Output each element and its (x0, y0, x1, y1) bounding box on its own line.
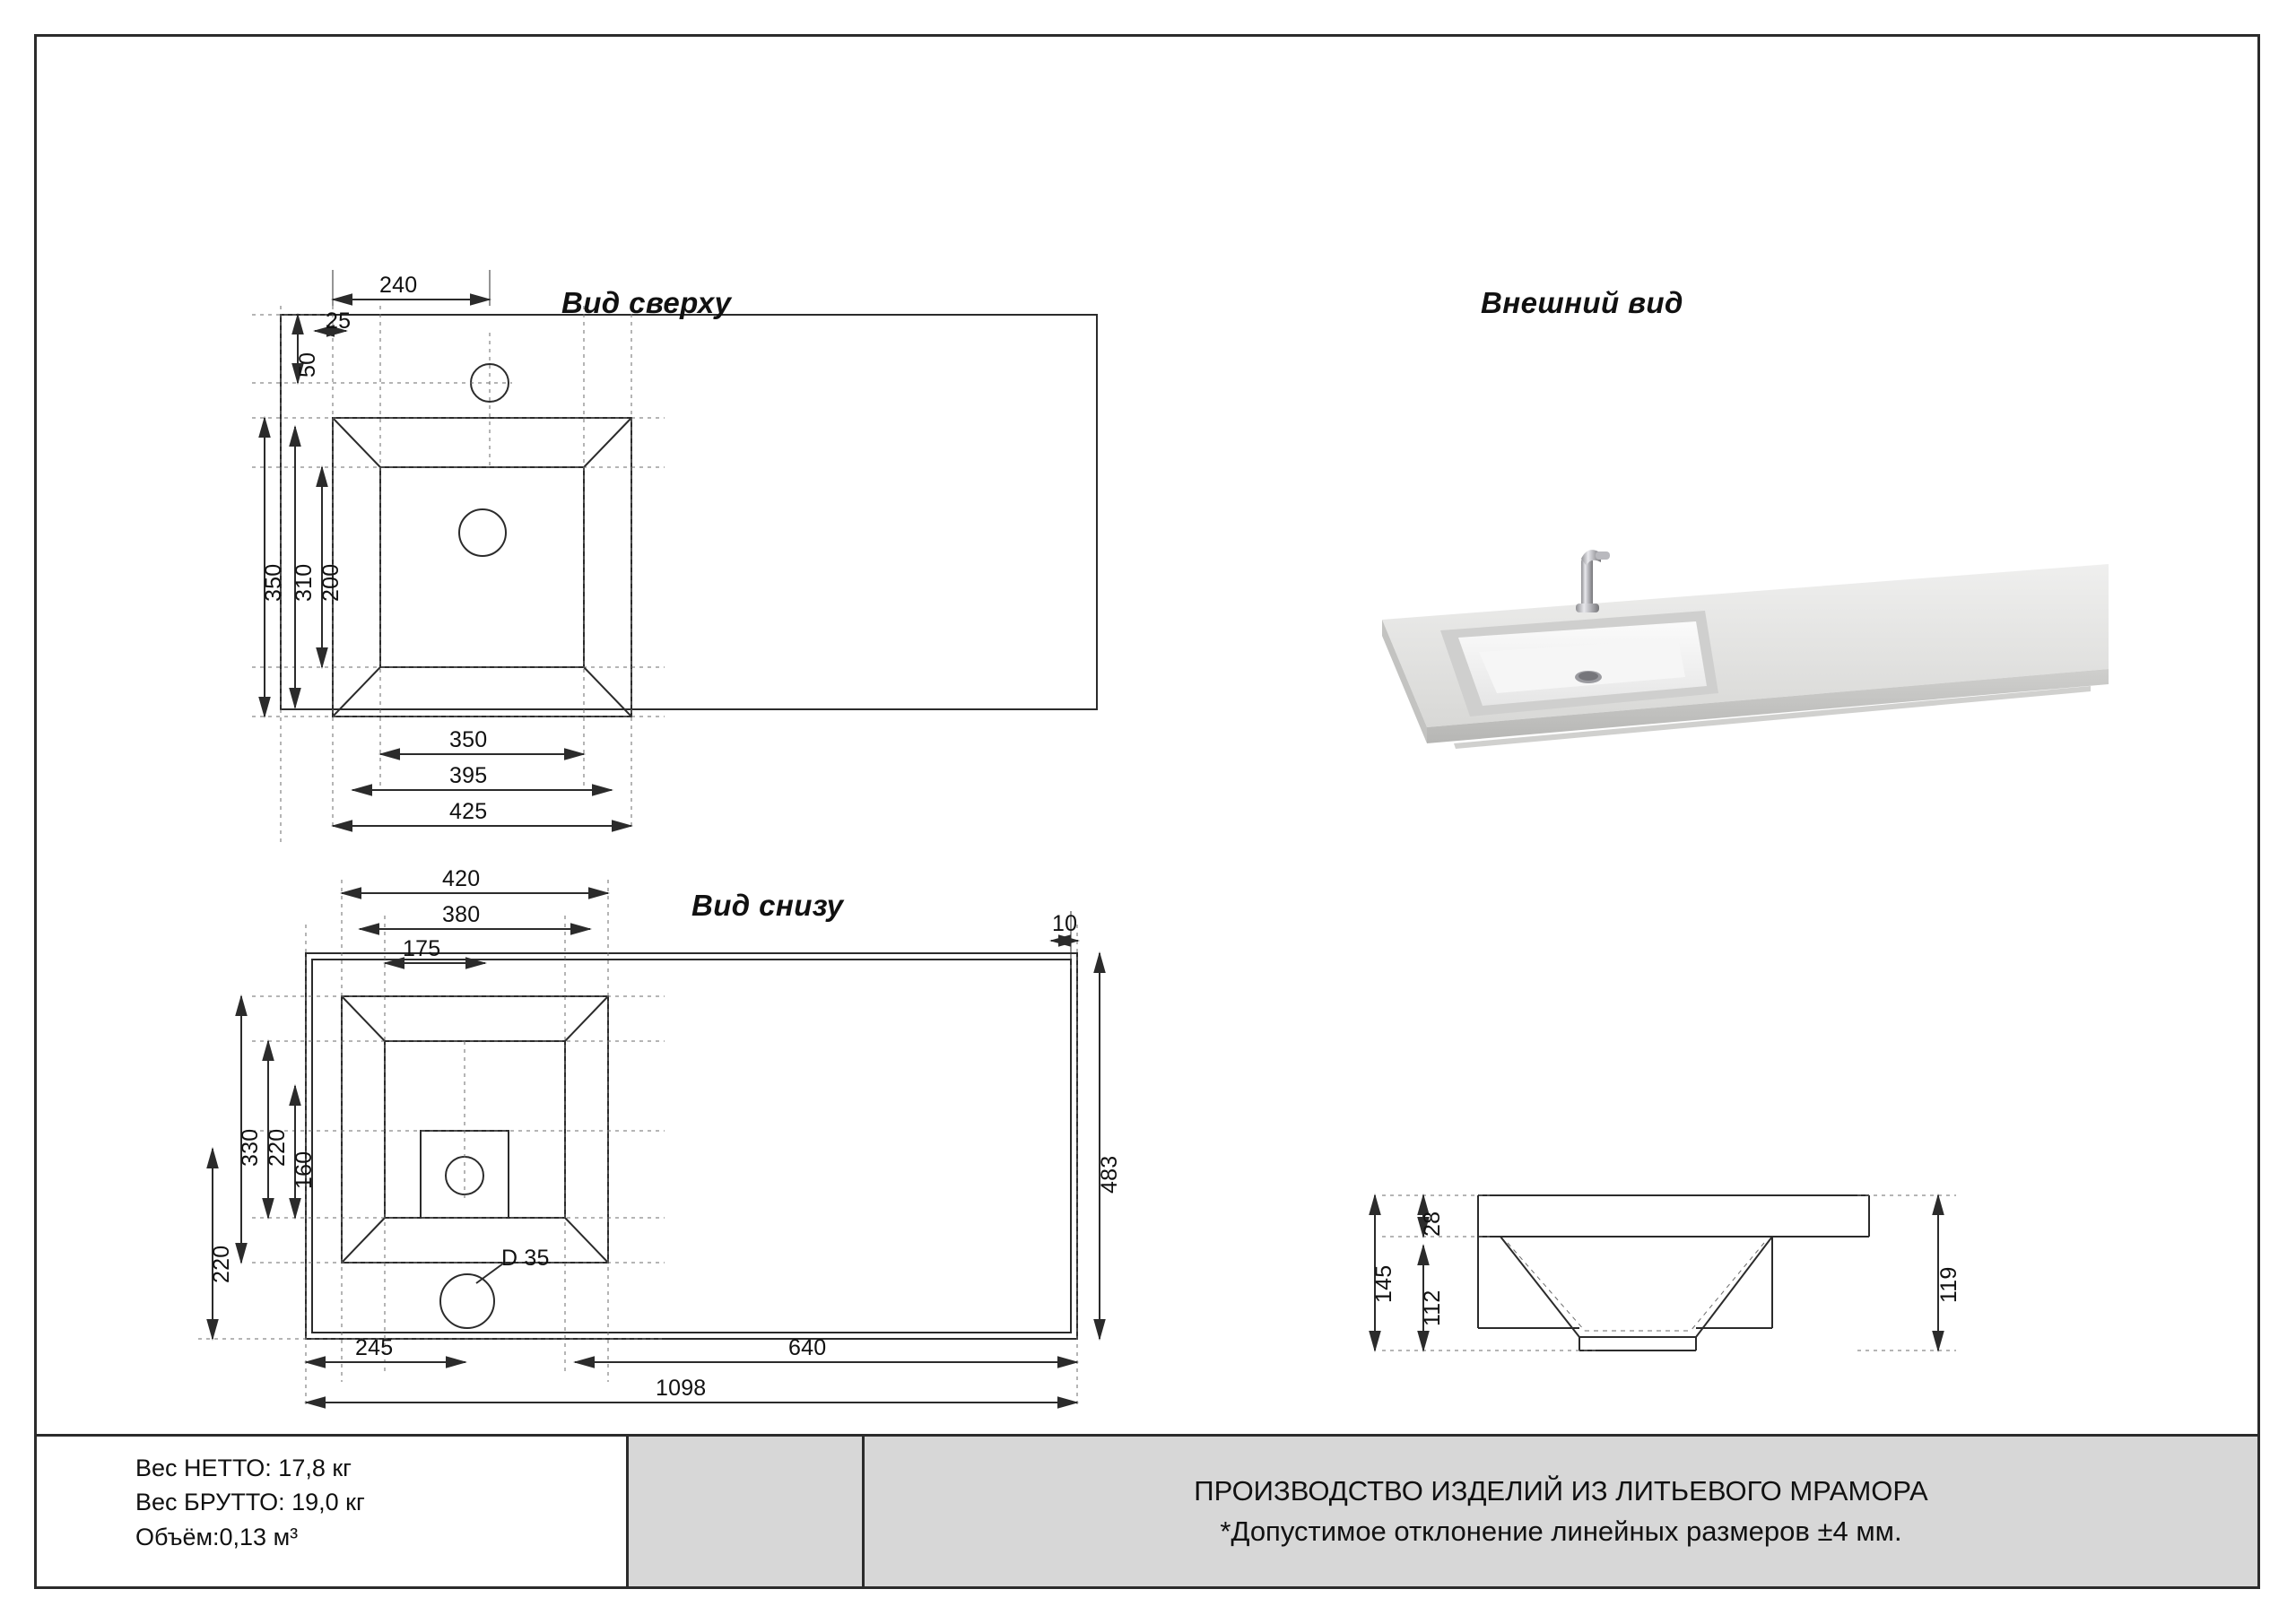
gross-weight: Вес БРУТТО: 19,0 кг (135, 1489, 365, 1516)
dim-bottom-640: 640 (788, 1335, 827, 1360)
dim-section-145: 145 (1371, 1264, 1396, 1303)
weights-block (37, 1437, 629, 1586)
dim-top-395: 395 (449, 763, 488, 788)
dim-top-25: 25 (326, 308, 352, 334)
dim-section-28: 28 (1420, 1211, 1445, 1237)
dim-bottom-220-lower: 220 (209, 1245, 234, 1283)
dim-bottom-330: 330 (238, 1128, 263, 1167)
dim-section-119: 119 (1936, 1266, 1961, 1303)
dim-top-200-v: 200 (318, 563, 344, 602)
external-view-title: Внешний вид (1481, 286, 1683, 319)
dim-top-350-h: 350 (449, 727, 488, 752)
external-view-photo (1319, 485, 2126, 781)
dim-bottom-483: 483 (1097, 1155, 1122, 1194)
logo-cell (629, 1437, 865, 1586)
dim-bottom-hole-d35: D 35 (501, 1246, 550, 1271)
title-block (37, 1434, 2257, 1586)
dim-bottom-10: 10 (1052, 911, 1078, 936)
dim-bottom-380: 380 (442, 902, 481, 927)
tolerance-note: *Допустимое отклонение линейных размеров ±4 мм. (1220, 1515, 1902, 1547)
net-weight: Вес НЕТТО: 17,8 кг (135, 1455, 352, 1481)
dim-bottom-245: 245 (355, 1335, 394, 1360)
drawing-sheet (34, 34, 2260, 1589)
dim-bottom-420: 420 (442, 866, 481, 891)
bottom-view-title: Вид снизу (691, 889, 844, 922)
company-name: ПРОИЗВОДСТВО ИЗДЕЛИЙ ИЗ ЛИТЬЕВОГО МРАМОРА (1194, 1474, 1928, 1507)
top-view-title: Вид сверху (561, 286, 732, 319)
dim-bottom-160: 160 (291, 1151, 317, 1189)
dim-bottom-1098: 1098 (656, 1376, 707, 1401)
company-block (865, 1437, 2257, 1586)
volume: Объём:0,13 м³ (135, 1523, 299, 1550)
dim-top-425: 425 (449, 799, 488, 824)
dim-bottom-175: 175 (403, 936, 441, 961)
dim-top-310-v: 310 (291, 563, 317, 602)
dim-top-350-v: 350 (261, 563, 286, 602)
dim-section-112: 112 (1420, 1290, 1445, 1326)
dim-top-240: 240 (379, 273, 418, 298)
drawing-canvas (37, 37, 2257, 1586)
dim-top-50: 50 (295, 352, 320, 378)
dim-bottom-220-v: 220 (265, 1128, 290, 1167)
